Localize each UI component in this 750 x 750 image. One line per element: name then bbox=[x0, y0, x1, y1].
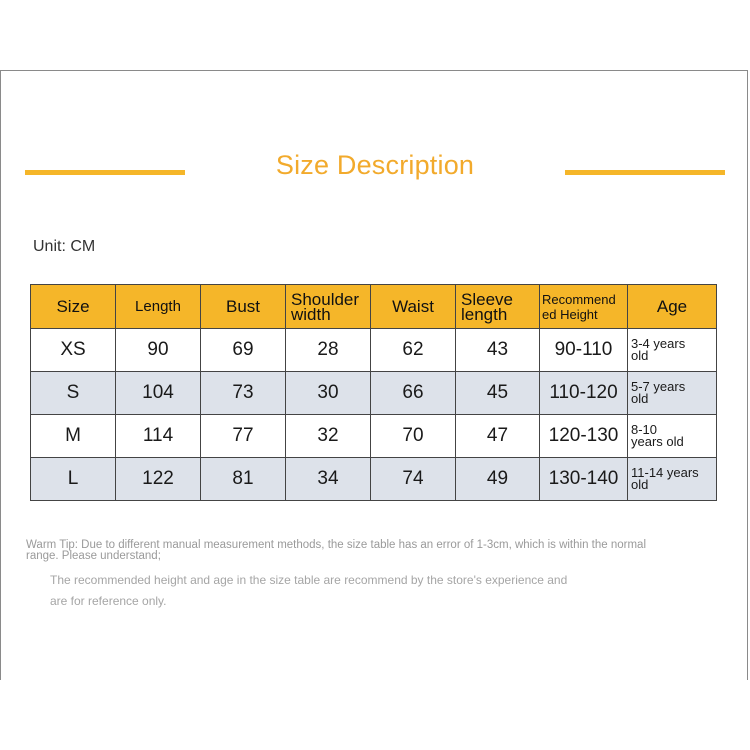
cell-waist: 74 bbox=[371, 458, 456, 501]
cell-age-line1: 11-14 years bbox=[631, 465, 699, 480]
cell-height: 120-130 bbox=[540, 415, 628, 458]
cell-bust: 69 bbox=[201, 329, 286, 372]
size-table bbox=[30, 284, 717, 501]
cell-age-line2: old bbox=[631, 477, 649, 492]
table-row bbox=[31, 415, 717, 458]
cell-length: 114 bbox=[116, 415, 201, 458]
cell-shoulder: 34 bbox=[286, 458, 371, 501]
cell-age-line1: 5-7 years bbox=[631, 379, 686, 394]
header-height-line1: Recommend bbox=[542, 291, 616, 307]
header-shoulder-width bbox=[286, 285, 371, 329]
table-header-row bbox=[31, 285, 717, 329]
cell-age-line2: old bbox=[631, 391, 649, 406]
header-sleeve-line1: Sleeve bbox=[461, 289, 513, 309]
cell-size: S bbox=[31, 372, 116, 415]
cell-age-line2: years old bbox=[631, 434, 684, 449]
cell-age bbox=[628, 458, 717, 501]
cell-shoulder: 32 bbox=[286, 415, 371, 458]
cell-waist: 66 bbox=[371, 372, 456, 415]
cell-waist: 62 bbox=[371, 329, 456, 372]
cell-height: 90-110 bbox=[540, 329, 628, 372]
table-row bbox=[31, 458, 717, 501]
warm-tip-line1: Warm Tip: Due to different manual measurement methods, the size table has an error of 1-3cm, which is within the normal bbox=[26, 539, 647, 551]
cell-shoulder: 28 bbox=[286, 329, 371, 372]
cell-sleeve: 45 bbox=[456, 372, 540, 415]
unit-label: Unit: CM bbox=[33, 238, 96, 255]
cell-bust: 77 bbox=[201, 415, 286, 458]
title-rule-right bbox=[565, 170, 725, 175]
reference-note-line1: The recommended height and age in the size table are recommend by the store's experience and bbox=[50, 573, 568, 587]
cell-height: 130-140 bbox=[540, 458, 628, 501]
reference-note-line2: are for reference only. bbox=[50, 594, 167, 608]
cell-age bbox=[628, 415, 717, 458]
cell-age-line2: old bbox=[631, 348, 649, 363]
header-shoulder-line2: width bbox=[291, 304, 331, 324]
cell-sleeve: 49 bbox=[456, 458, 540, 501]
cell-height: 110-120 bbox=[540, 372, 628, 415]
cell-shoulder: 30 bbox=[286, 372, 371, 415]
header-height-line2: ed Height bbox=[542, 306, 598, 322]
cell-length: 122 bbox=[116, 458, 201, 501]
cell-length: 104 bbox=[116, 372, 201, 415]
cell-bust: 81 bbox=[201, 458, 286, 501]
cell-age-line1: 8-10 bbox=[631, 422, 658, 437]
cell-age bbox=[628, 329, 717, 372]
cell-length: 90 bbox=[116, 329, 201, 372]
header-sleeve-length bbox=[456, 285, 540, 329]
header-recommended-height bbox=[540, 285, 628, 329]
cell-size: M bbox=[31, 415, 116, 458]
table-row bbox=[31, 372, 717, 415]
header-sleeve-line2: length bbox=[461, 304, 508, 324]
cell-bust: 73 bbox=[201, 372, 286, 415]
cell-age-line1: 3-4 years bbox=[631, 336, 686, 351]
header-age: Age bbox=[628, 285, 717, 329]
cell-size: XS bbox=[31, 329, 116, 372]
table-row bbox=[31, 329, 717, 372]
cell-sleeve: 43 bbox=[456, 329, 540, 372]
cell-waist: 70 bbox=[371, 415, 456, 458]
cell-size: L bbox=[31, 458, 116, 501]
header-length: Length bbox=[116, 285, 201, 329]
warm-tip-line2: range. Please understand; bbox=[26, 550, 161, 562]
header-shoulder-line1: Shoulder bbox=[291, 289, 360, 309]
page-title: Size Description bbox=[275, 150, 475, 180]
header-size: Size bbox=[31, 285, 116, 329]
cell-sleeve: 47 bbox=[456, 415, 540, 458]
warm-tip-note bbox=[26, 539, 716, 608]
header-waist: Waist bbox=[371, 285, 456, 329]
cell-age bbox=[628, 372, 717, 415]
header-bust: Bust bbox=[201, 285, 286, 329]
